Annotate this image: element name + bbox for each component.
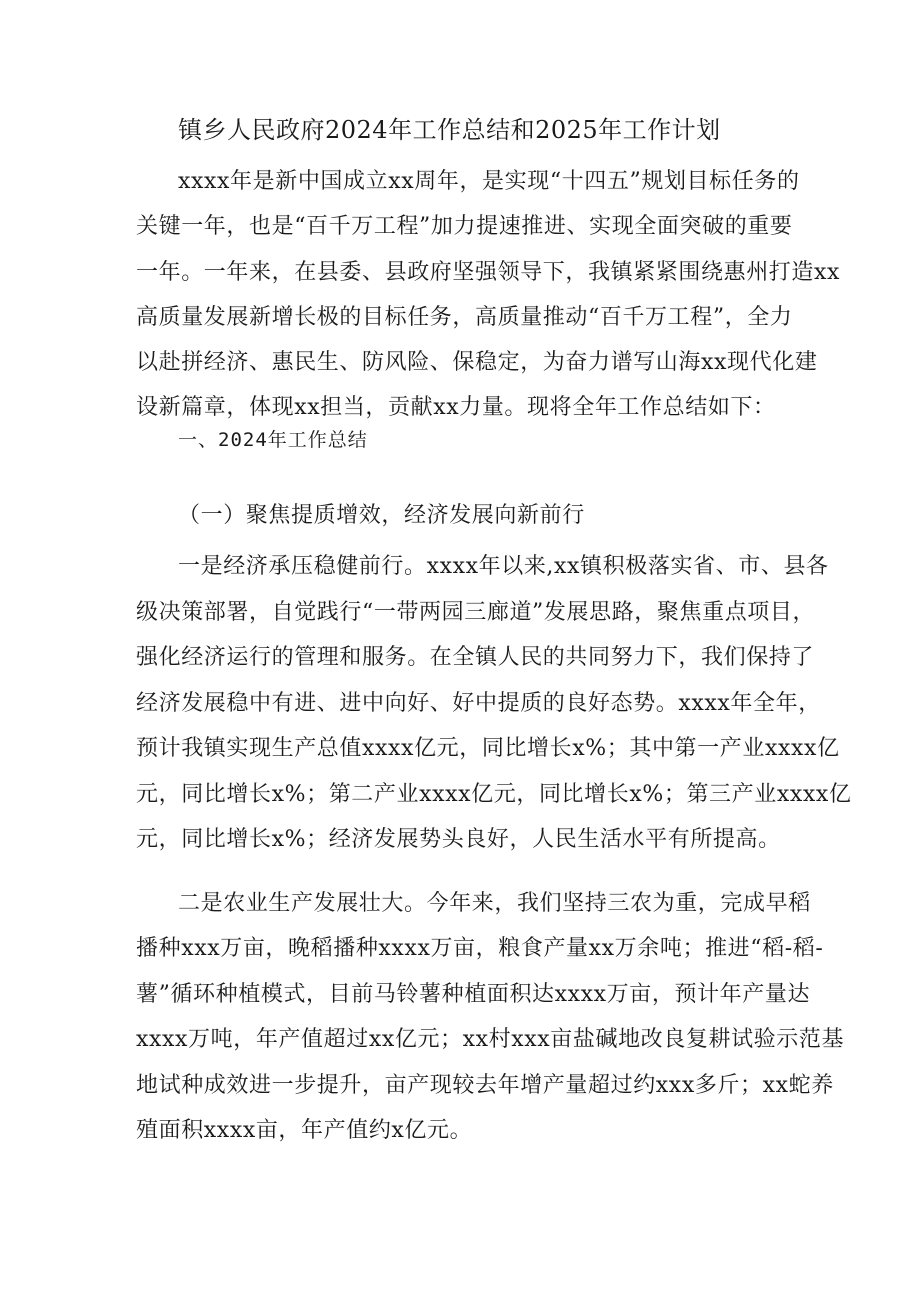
- agriculture-line: 二是农业生产发展壮大。今年来，我们坚持三农为重，完成早稻: [178, 891, 811, 916]
- subsection-heading: （一）聚焦提质增效，经济发展向新前行: [178, 503, 585, 528]
- economy-line: 预计我镇实现生产总值xxxx亿元，同比增长x%；其中第一产业xxxx亿: [136, 736, 840, 761]
- economy-line: 级决策部署，自觉践行“一带两园三廊道”发展思路，聚焦重点项目，: [136, 600, 816, 625]
- section-heading: 一、2024年工作总结: [178, 429, 368, 451]
- economy-line: 经济发展稳中有进、进中向好、好中提质的良好态势。xxxx年全年，: [136, 691, 821, 716]
- agriculture-line: xxxx万吨，年产值超过xx亿元；xx村xxx亩盐碱地改良复耕试验示范基: [136, 1027, 845, 1052]
- document-title: 镇乡人民政府2024年工作总结和2025年工作计划: [178, 116, 721, 144]
- economy-line: 一是经济承压稳健前行。xxxx年以来,xx镇积极落实省、市、县各: [178, 554, 829, 579]
- intro-line: 一年。一年来，在县委、县政府坚强领导下，我镇紧紧围绕惠州打造xx: [136, 260, 841, 285]
- intro-line: 设新篇章，体现xx担当，贡献xx力量。现将全年工作总结如下：: [136, 395, 776, 420]
- economy-line: 元，同比增长x%；经济发展势头良好，人民生活水平有所提高。: [136, 827, 781, 852]
- intro-line: 高质量发展新增长极的目标任务，高质量推动“百千万工程”，全力: [136, 305, 793, 330]
- intro-line: xxxx年是新中国成立xx周年，是实现“十四五”规划目标任务的: [178, 169, 800, 194]
- agriculture-line: 播种xxx万亩，晚稻播种xxxx万亩，粮食产量xx万余吨；推进“稻-稻-: [136, 936, 824, 961]
- economy-line: 强化经济运行的管理和服务。在全镇人民的共同努力下，我们保持了: [136, 645, 815, 670]
- intro-line: 以赴拼经济、惠民生、防风险、保稳定，为奋力谱写山海xx现代化建: [136, 350, 818, 375]
- economy-line: 元，同比增长x%；第二产业xxxx亿元，同比增长x%；第三产业xxxx亿: [136, 782, 852, 807]
- agriculture-line: 殖面积xxxx亩，年产值约x亿元。: [136, 1118, 473, 1143]
- agriculture-line: 薯”循环种植模式，目前马铃薯种植面积达xxxx万亩，预计年产量达: [136, 982, 811, 1007]
- intro-line: 关键一年，也是“百千万工程”加力提速推进、实现全面突破的重要: [136, 214, 793, 239]
- agriculture-line: 地试种成效进一步提升，亩产现较去年增产量超过约xxx多斤；xx蛇养: [136, 1073, 834, 1098]
